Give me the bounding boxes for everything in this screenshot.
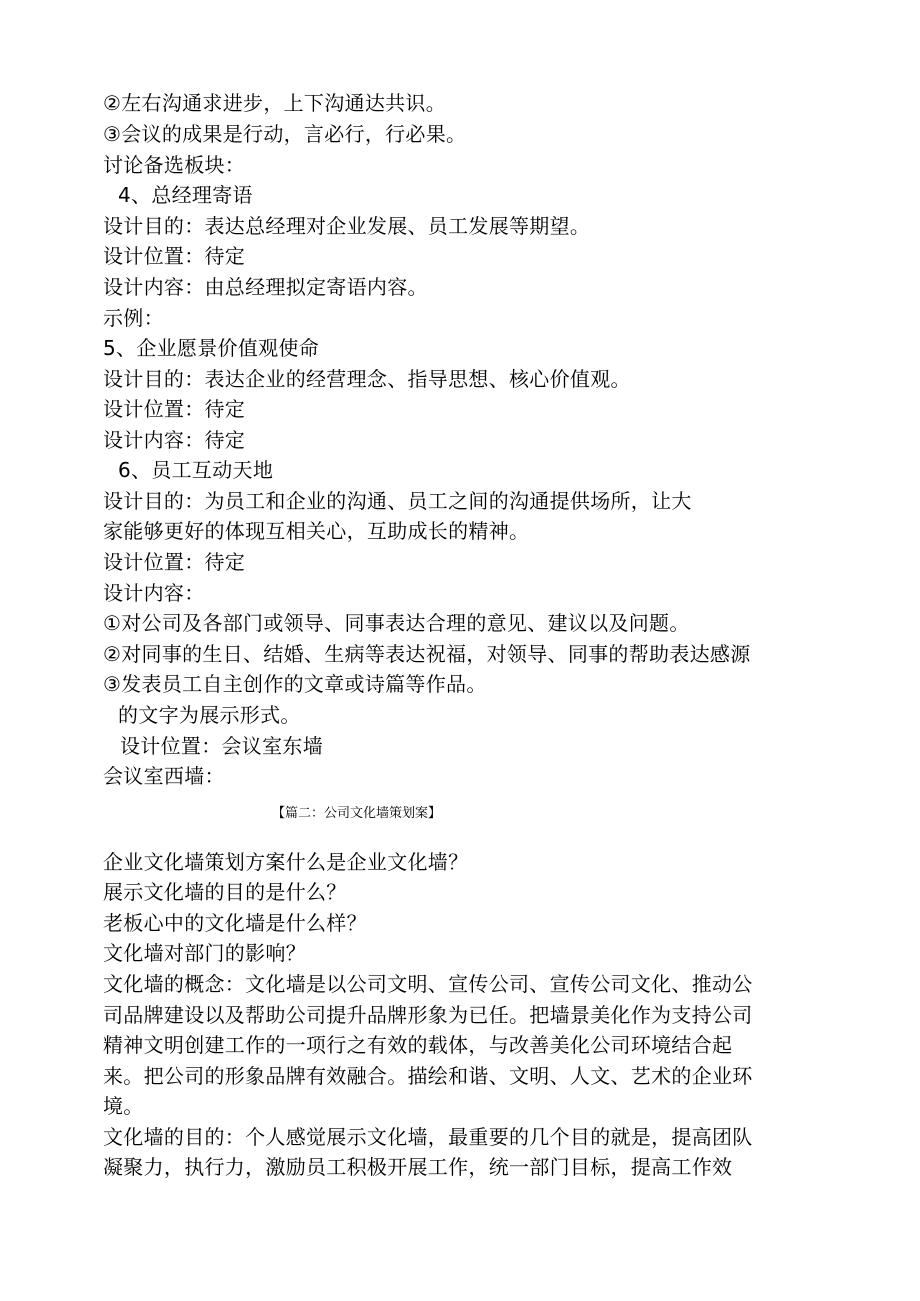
text-line: 司品牌建设以及帮助公司提升品牌形象为已任。把墙景美化作为支持公司 [103, 1003, 753, 1027]
text-line: 讨论备选板块： [103, 153, 246, 177]
text-line: 设计目的：表达企业的经营理念、指导思想、核心价值观。 [103, 367, 631, 391]
text-line: 家能够更好的体现互相关心，互助成长的精神。 [103, 519, 530, 543]
text-line: ②左右沟通求进步，上下沟通达共识。 [103, 91, 447, 115]
text-line: 展示文化墙的目的是什么？ [103, 880, 347, 904]
text-line: ②对同事的生日、结婚、生病等表达祝福，对领导、同事的帮助表达感源 [103, 642, 751, 666]
text-line: 设计目的：为员工和企业的沟通、员工之间的沟通提供场所，让大 [103, 489, 692, 513]
text-line: 示例： [103, 306, 164, 330]
text-line: 设计位置：待定 [103, 397, 246, 421]
text-line: 老板心中的文化墙是什么样？ [103, 911, 367, 935]
text-line: 精神文明创建工作的一项行之有效的载体，与改善美化公司环境结合起 [103, 1033, 733, 1057]
text-line: 的文字为展示形式。 [118, 703, 301, 727]
text-line: 文化墙的概念：文化墙是以公司文明、宣传公司、宣传公司文化、推动公 [103, 972, 753, 996]
section-caption: 【篇二：公司文化墙策划案】 [272, 806, 442, 821]
section-heading: 6、员工互动天地 [118, 458, 274, 482]
text-line: 设计内容： [103, 581, 205, 605]
text-line: 来。把公司的形象品牌有效融合。描绘和谐、文明、人文、艺术的企业环 [103, 1064, 753, 1088]
text-line: 设计位置：待定 [103, 550, 246, 574]
text-line: 会议室西墙： [103, 764, 225, 788]
section-heading: 5、企业愿景价值观使命 [103, 336, 320, 360]
text-line: 境。 [103, 1094, 144, 1118]
text-line: ①对公司及各部门或领导、同事表达合理的意见、建议以及问题。 [103, 611, 690, 635]
text-line: 设计目的：表达总经理对企业发展、员工发展等期望。 [103, 214, 591, 238]
text-line: 文化墙对部门的影响？ [103, 941, 306, 965]
text-line: 企业文化墙策划方案什么是企业文化墙？ [103, 850, 469, 874]
text-line: 设计位置：待定 [103, 244, 246, 268]
text-line: 文化墙的目的：个人感觉展示文化墙，最重要的几个目的就是，提高团队 [103, 1125, 753, 1149]
text-line: 设计位置：会议室东墙 [120, 734, 323, 758]
section-heading: 4、总经理寄语 [118, 183, 253, 207]
text-line: 凝聚力，执行力，激励员工积极开展工作，统一部门目标，提高工作效 [103, 1155, 733, 1179]
text-line: 设计内容：由总经理拟定寄语内容。 [103, 275, 428, 299]
text-line: ③发表员工自主创作的文章或诗篇等作品。 [103, 672, 487, 696]
text-line: ③会议的成果是行动，言必行，行必果。 [103, 122, 467, 146]
text-line: 设计内容：待定 [103, 428, 246, 452]
